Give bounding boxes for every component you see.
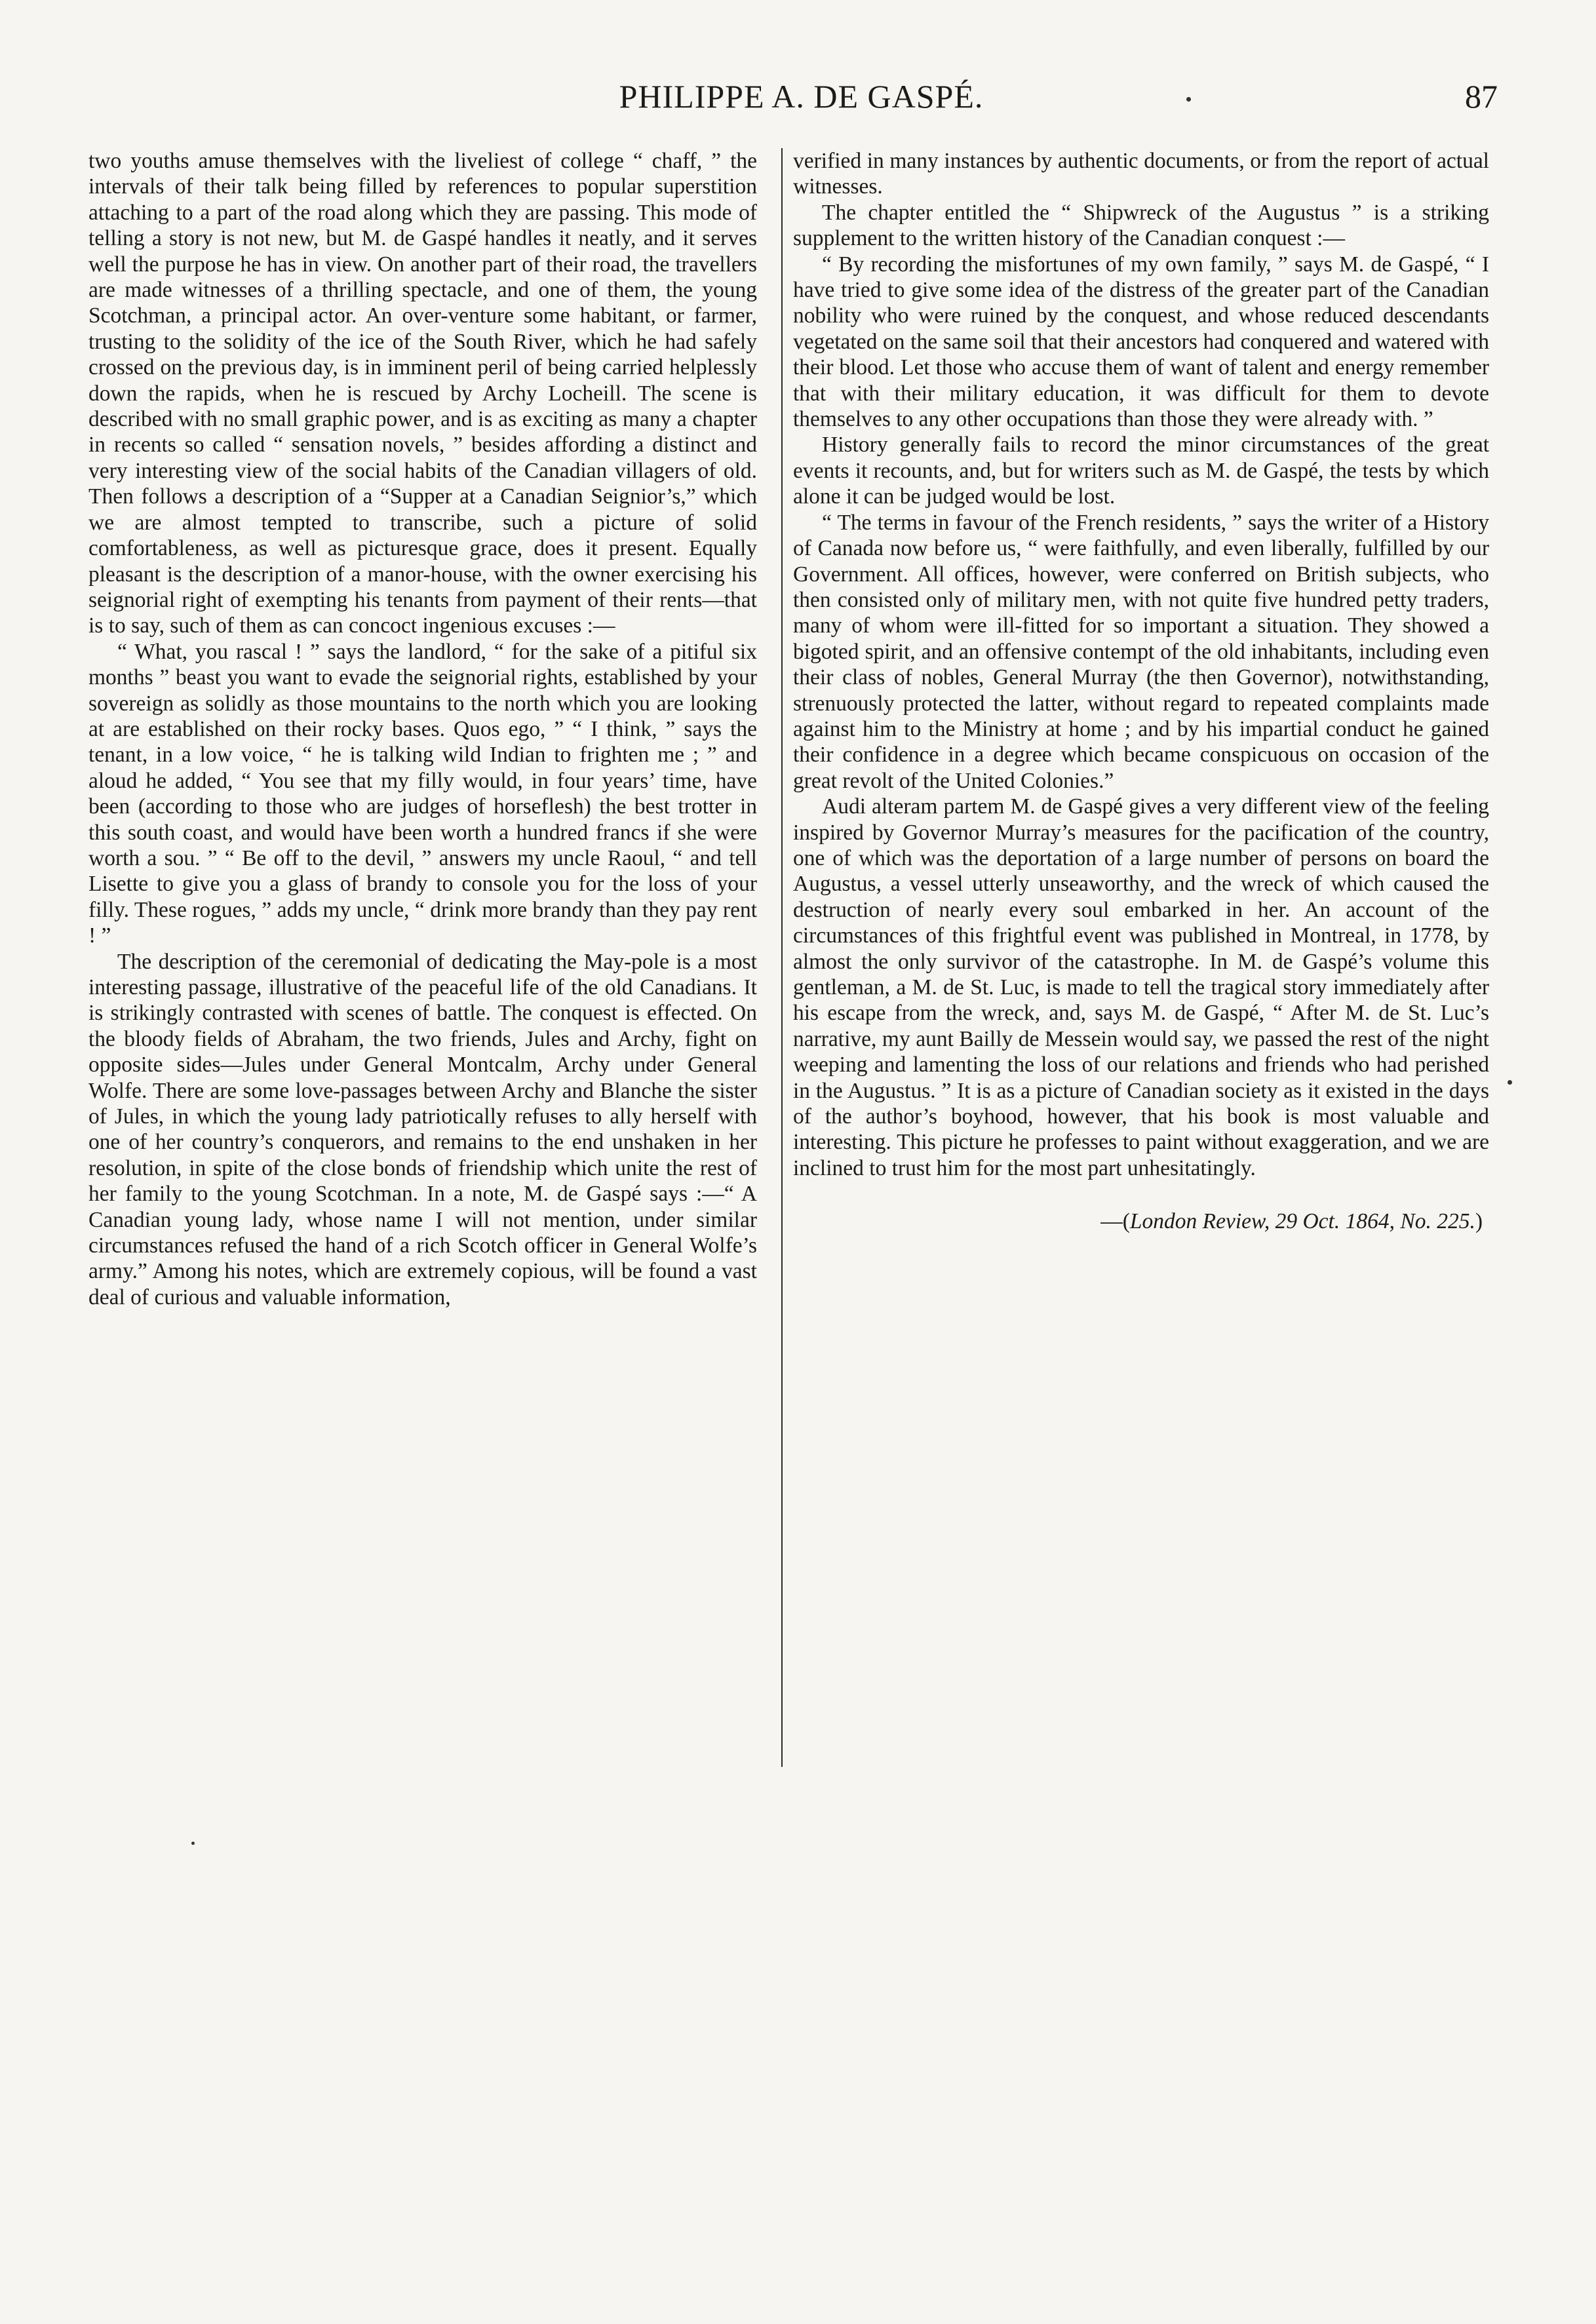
citation-source: London Review, 29 Oct. 1864, No. 225. (1129, 1209, 1475, 1234)
left-column (88, 148, 757, 1310)
right-paragraph-5: “ The terms in favour of the French residents, ” says the writer of a History of Canada now before us, “ were faithfully, and even liberally, fulfilled by our Government. All offices, however, were conferred on British subjects, who then consisted only of military men, with not quite five hundred petty traders, many of whom were ill-fitted for so important a situation. They showed a bigoted spirit, and an offensive contempt of the old inhabitants, including even their class of nobles, General Murray (the then Governor), notwithstanding, strenuously protected the latter, without regard to repeated complaints made against him to the Ministry at home ; and by his impartial conduct he gained their confidence in a degree which became conspicuous on occasion of the great revolt of the United Colonies.” (793, 510, 1489, 793)
left-paragraph-2: “ What, you rascal ! ” says the landlord, “ for the sake of a pitiful six months ” beast you want to evade the seignorial rights, established by your sovereign as solidly as those mountains to the north which you are looking at are established on their rocky bases. Quos ego, ” “ I think, ” says the tenant, in a low voice, “ he is talking wild Indian to frighten me ; ” and aloud he added, “ You see that my filly would, in four years’ time, have been (according to those who are judges of horseflesh) the best trotter in this south coast, and would have been worth a hundred francs if she were worth a sou. ” “ Be off to the devil, ” answers my uncle Raoul, “ and tell Lisette to give you a glass of brandy to console you for the loss of your filly. These rogues, ” adds my uncle, “ drink more brandy than they pay rent ! ” (88, 639, 757, 948)
right-paragraph-4: History generally fails to record the minor circumstances of the great events it recounts, and, but for writers such as M. de Gaspé, the tests by which alone it can be judged would be lost. (793, 433, 1489, 509)
citation-prefix: —( (1100, 1209, 1130, 1234)
left-paragraph-3: The description of the ceremonial of dedicating the May-pole is a most interesting passage, illustrative of the peaceful life of the old Canadians. It is strikingly contrasted with scenes of battle. The conquest is effected. On the bloody fields of Abraham, the two friends, Jules and Archy, fight on opposite sides—Jules under General Montcalm, Archy under General Wolfe. There are some love-passages between Archy and Blanche the sister of Jules, in which the young lady patriotically refuses to ally herself with one of her country’s conquerors, and remains to the end unshaken in her resolution, in spite of the close bonds of friendship which unite the rest of her family to the young Scotchman. In a note, M. de Gaspé says :—“ A Canadian young lady, whose name I will not mention, under similar circumstances refused the hand of a rich Scotch officer in General Wolfe’s army.” Among his notes, which are extremely copious, will be found a vast deal of curious and valuable information, (88, 949, 757, 1309)
print-speck (1186, 97, 1191, 102)
running-head: PHILIPPE A. DE GASPÉ. (619, 78, 984, 115)
source-citation (793, 1209, 1489, 1234)
right-paragraph-2: The chapter entitled the “ Shipwreck of the Augustus ” is a striking supplement to the written history of the Canadian conquest :— (793, 200, 1489, 251)
citation-suffix: ) (1475, 1209, 1483, 1234)
right-paragraph-6: Audi alteram partem M. de Gaspé gives a very different view of the feeling inspired by Governor Murray’s measures for the pacification of the country, one of which was the deportation of a large number of persons on board the Augustus, a vessel utterly unseaworthy, and the wreck of which caused the destruction of nearly every soul embarked in her. An account of the circumstances of this frightful event was published in Montreal, in 1778, by almost the only survivor of the catastrophe. In M. de Gaspé’s volume this gentleman, a M. de St. Luc, is made to tell the tragical story immediately after his escape from the wreck, and, says M. de Gaspé, “ After M. de St. Luc’s narrative, my aunt Bailly de Messein would say, we passed the rest of the night weeping and lamenting the loss of our relations and friends who had perished in the Augustus. ” It is as a picture of Canadian society as it existed in the days of the author’s boyhood, however, that his book is most valuable and interesting. This picture he professes to paint without exaggeration, and we are inclined to trust him for the most part unhesitatingly. (793, 794, 1489, 1180)
page-header (105, 77, 1498, 130)
right-column (793, 148, 1489, 1235)
left-paragraph-1: two youths amuse themselves with the liveliest of college “ chaff, ” the intervals of their talk being filled by references to popular superstition attaching to a part of the road along which they are passing. This mode of telling a story is not new, but M. de Gaspé handles it neatly, and it serves well the purpose he has in view. On another part of their road, the travellers are made witnesses of a thrilling spectacle, and one of them, the young Scotchman, a principal actor. An over-venture some habitant, or farmer, trusting to the solidity of the ice of the South River, which he had safely crossed on the previous day, is in imminent peril of being carried helplessly down the rapids, when he is rescued by Archy Locheill. The scene is described with no small graphic power, and is as exciting as many a chapter in recents so called “ sensation novels, ” besides affording a distinct and very interesting view of the social habits of the Canadian villagers of old. Then follows a description of a “Supper at a Canadian Seignior’s,” which we are almost tempted to transcribe, such a picture of solid comfortableness, as well as picturesque grace, does it present. Equally pleasant is the description of a manor-house, with the owner exercising his seignorial right of exempting his tenants from payment of their rents—that is to say, such of them as can concoct ingenious excuses :— (88, 149, 757, 638)
right-paragraph-3: “ By recording the misfortunes of my own family, ” says M. de Gaspé, “ I have tried to give some idea of the distress of the greater part of the Canadian nobility who were ruined by the conquest, and whose reduced descendants vegetated on the same soil that their ancestors had conquered and watered with their blood. Let those who accuse them of want of talent and energy remember that with their military education, it was difficult for them to devote themselves to any other occupations than those they were already with. ” (793, 252, 1489, 432)
column-divider (781, 148, 783, 1767)
print-speck (191, 1842, 195, 1845)
page-number: 87 (1465, 78, 1498, 115)
print-speck (1508, 1080, 1512, 1085)
right-paragraph-1: verified in many instances by authentic documents, or from the report of actual witnesses. (793, 149, 1489, 199)
